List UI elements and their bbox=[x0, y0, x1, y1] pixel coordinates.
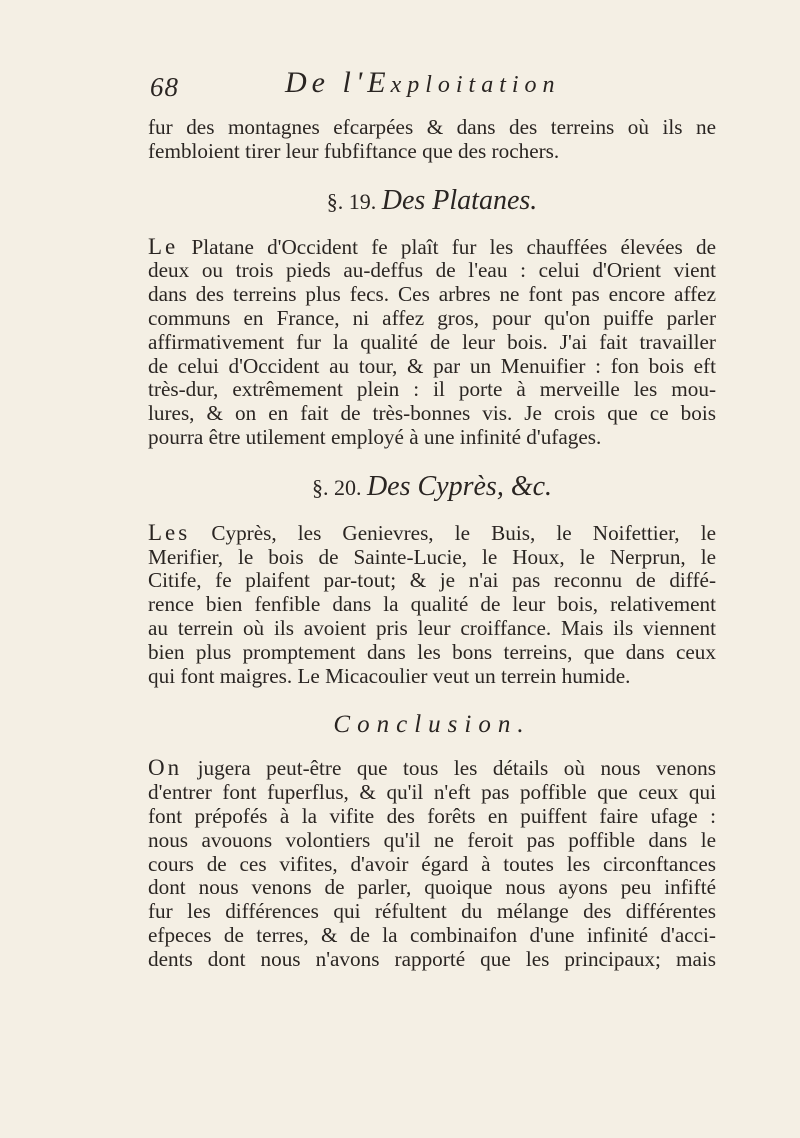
paragraph-1 bbox=[148, 116, 716, 164]
page-header bbox=[150, 66, 710, 106]
body-text bbox=[148, 116, 716, 972]
running-title-rest: xploitation bbox=[390, 72, 561, 98]
text-line: très-dur, extrêmement plein : il porte à merveille les mou- bbox=[148, 377, 716, 402]
text-line: efpeces de terres, & de la combinaifon d'une infinité d'acci- bbox=[148, 922, 716, 947]
section-number: §. 20. bbox=[311, 474, 362, 500]
conclusion-heading: Conclusion. bbox=[333, 711, 531, 739]
text-run: jugera peut-être que tous les détails où nous venons bbox=[197, 756, 717, 781]
text-line: dans des terreins plus fecs. Ces arbres ne font pas encore affez bbox=[148, 282, 716, 307]
text-line: bien plus promptement dans les bons terreins, que dans ceux bbox=[148, 639, 716, 664]
text-line: affirmativement fur la qualité de leur bois. J'ai fait travailler bbox=[148, 329, 716, 354]
lead-word: Les bbox=[148, 519, 191, 545]
text-line: fur les différences qui réfultent du mélange des différentes bbox=[148, 899, 716, 924]
text-line: de celui d'Occident au tour, & par un Menuifier : fon bois eft bbox=[148, 353, 716, 378]
text-line: deux ou trois pieds au-deffus de l'eau : celui d'Orient vient bbox=[148, 258, 716, 283]
paragraph-2 bbox=[148, 235, 716, 450]
running-title bbox=[285, 66, 561, 100]
text-line: d'entrer font fuperflus, & qu'il n'eft pas poffible que ceux qui bbox=[148, 780, 716, 805]
text-line: lures, & on en fait de très-bonnes vis. Je crois que ce bois bbox=[148, 401, 716, 426]
text-line: communs en France, ni affez gros, pour qu'on puiffe parler bbox=[148, 305, 716, 330]
text-line: dents dont nous n'avons rapporté que les principaux; mais bbox=[148, 946, 716, 971]
text-line: font prépofés à la vifite des forêts en puiffent faire ufage : bbox=[148, 803, 716, 828]
text-line: cours de ces vifites, d'avoir égard à toutes les circonftances bbox=[148, 851, 716, 876]
section-title: Des Platanes. bbox=[381, 184, 538, 216]
text-run: Cyprès, les Genievres, le Buis, le Noifettier, le bbox=[211, 520, 716, 545]
text-line: rence bien fenfible dans la qualité de leur bois, relativement bbox=[148, 592, 716, 617]
text-line bbox=[148, 521, 716, 546]
paragraph-3 bbox=[148, 521, 716, 689]
text-line bbox=[148, 235, 716, 260]
page-number: 68 bbox=[150, 72, 179, 102]
text-line: nous avouons volontiers qu'il ne feroit pas poffible dans le bbox=[148, 827, 716, 852]
text-line: Merifier, le bois de Sainte-Lucie, le Houx, le Nerprun, le bbox=[148, 544, 716, 569]
section-heading-20 bbox=[148, 470, 716, 502]
paragraph-4 bbox=[148, 756, 716, 971]
text-line: au terrein où ils avoient pris leur croiffance. Mais ils viennent bbox=[148, 615, 716, 640]
text-run: Platane d'Occident fe plaît fur les chauffées élevées de bbox=[191, 234, 716, 259]
lead-word: Le bbox=[148, 233, 179, 259]
text-line: dont nous venons de parler, quoique nous ayons peu infifté bbox=[148, 875, 716, 900]
section-title: Des Cyprès, &c. bbox=[366, 470, 553, 502]
text-line: Citife, fe plaifent par-tout; & je n'ai pas reconnu de diffé- bbox=[148, 568, 716, 593]
section-heading-19 bbox=[148, 184, 716, 216]
text-line bbox=[148, 756, 716, 781]
text-line: fembloient tirer leur fubfiftance que des rochers. bbox=[148, 138, 560, 163]
text-line: pourra être utilement employé à une infinité d'ufages. bbox=[148, 424, 602, 449]
text-line: qui font maigres. Le Micacoulier veut un terrein humide. bbox=[148, 663, 631, 688]
text-line: fur des montagnes efcarpées & dans des terreins où ils ne bbox=[148, 115, 716, 139]
section-number: §. 19. bbox=[326, 188, 377, 214]
running-title-lead: De l'E bbox=[285, 66, 391, 99]
lead-word: On bbox=[148, 755, 183, 781]
